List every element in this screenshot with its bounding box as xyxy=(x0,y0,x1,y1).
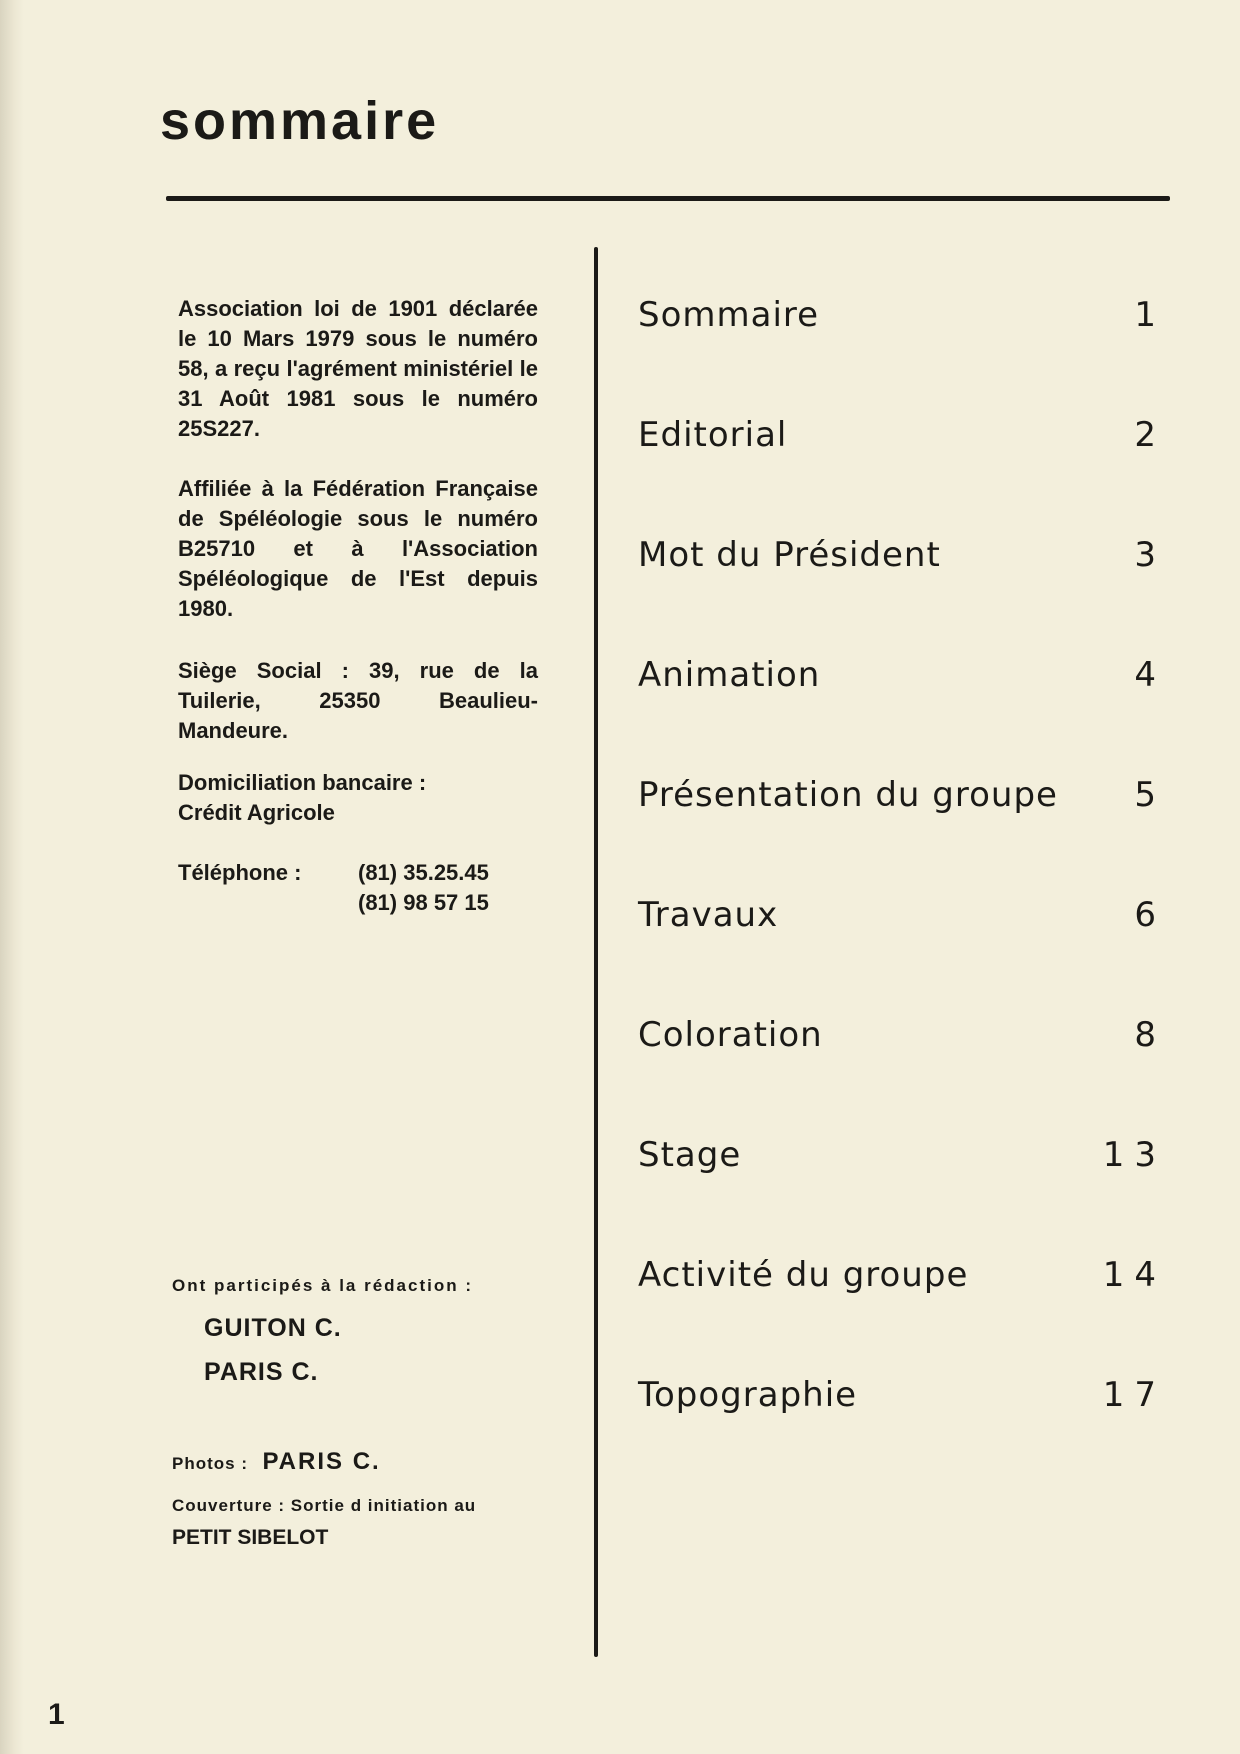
toc-entry xyxy=(638,655,1168,705)
association-headquarters: Siège Social : 39, rue de la Tuilerie, 25350 Beaulieu-Mandeure. xyxy=(178,658,538,743)
photos-label: Photos : xyxy=(172,1454,248,1473)
toc-entry xyxy=(638,1375,1168,1425)
toc-entry-page: 13 xyxy=(1102,1135,1166,1175)
toc-entry-title: Coloration xyxy=(638,1015,823,1055)
phone-label: Téléphone : xyxy=(178,860,302,885)
toc-entry-page: 4 xyxy=(1134,655,1166,695)
toc-entry-title: Animation xyxy=(638,655,821,695)
toc-entry-page: 2 xyxy=(1134,415,1166,455)
bank-info xyxy=(178,768,426,828)
toc-entry-page: 8 xyxy=(1134,1015,1166,1055)
cover-credit-line1: Couverture : Sortie d initiation au xyxy=(172,1496,477,1515)
title-rule xyxy=(166,196,1170,201)
association-affiliation: Affiliée à la Fédération Française de Spéléologie sous le numéro B25710 et à l'Association Spéléologique de l'Est depuis 1980. xyxy=(178,476,538,621)
toc-entry-title: Mot du Président xyxy=(638,535,941,575)
toc-entry-title: Sommaire xyxy=(638,295,820,335)
cover-credit-line2: PETIT SIBELOT xyxy=(172,1526,329,1549)
credits-label: Ont participés à la rédaction : xyxy=(172,1276,474,1295)
toc-entry xyxy=(638,415,1168,465)
toc-entry xyxy=(638,1015,1168,1065)
toc-entry xyxy=(638,295,1168,345)
page-title: sommaire xyxy=(160,91,440,151)
toc-entry-page: 3 xyxy=(1134,535,1166,575)
phone-info xyxy=(178,858,489,915)
author-name: PARIS C. xyxy=(204,1358,319,1386)
bank-label: Domiciliation bancaire : xyxy=(178,770,427,795)
author-name: GUITON C. xyxy=(204,1314,342,1342)
toc-entry-page: 17 xyxy=(1102,1375,1166,1415)
photos-credit xyxy=(172,1448,381,1476)
toc-entry-title: Travaux xyxy=(638,895,779,935)
toc-entry-title: Activité du groupe xyxy=(638,1255,969,1295)
photos-value: PARIS C. xyxy=(262,1448,381,1475)
toc-entry-page: 6 xyxy=(1134,895,1166,935)
toc-entry-page: 14 xyxy=(1102,1255,1166,1295)
column-divider xyxy=(594,247,598,1657)
toc-entry xyxy=(638,775,1168,825)
phone-number: (81) 35.25.45 xyxy=(358,860,489,885)
toc-entry xyxy=(638,535,1168,585)
phone-numbers xyxy=(358,858,558,918)
toc-entry-title: Stage xyxy=(638,1135,742,1175)
toc-entry-page: 5 xyxy=(1134,775,1166,815)
toc-entry-title: Présentation du groupe xyxy=(638,775,1058,815)
page-edge xyxy=(0,0,24,1754)
phone-number: (81) 98 57 15 xyxy=(358,890,489,915)
association-declaration: Association loi de 1901 déclarée le 10 Mars 1979 sous le numéro 58, a reçu l'agrément ministériel le 31 Août 1981 sous le numéro 25S227. xyxy=(178,296,538,441)
toc-entry xyxy=(638,895,1168,945)
toc-entry-title: Topographie xyxy=(638,1375,858,1415)
toc-entry xyxy=(638,1255,1168,1305)
toc-entry-page: 1 xyxy=(1134,295,1166,335)
page-number: 1 xyxy=(48,1698,65,1731)
bank-value: Crédit Agricole xyxy=(178,800,335,825)
toc-entry xyxy=(638,1135,1168,1185)
toc-entry-title: Editorial xyxy=(638,415,788,455)
